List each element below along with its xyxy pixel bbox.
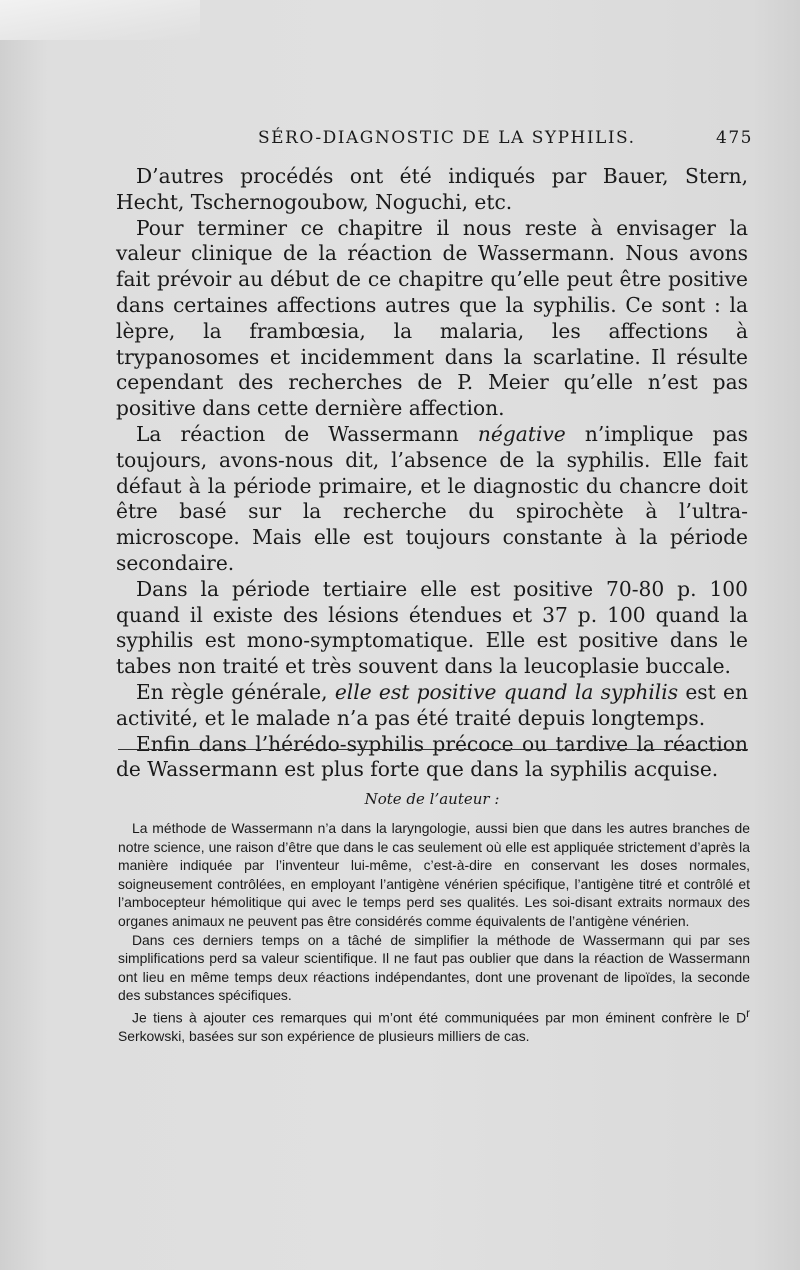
superscript: r xyxy=(746,1007,750,1020)
paragraph: Enfin dans l’hérédo-syphilis précoce ou tardive la réaction de Wassermann est plus forte que dans la syphilis acquise. xyxy=(116,731,748,782)
text-run: est en activité, et le malade n’a pas été traité depuis longtemps. xyxy=(116,679,748,730)
author-note xyxy=(118,819,750,1046)
text-run: En règle générale, xyxy=(136,679,335,704)
paragraph: D’autres procédés ont été indiqués par Bauer, Stern, Hecht, Tschernogoubow, Noguchi, etc. xyxy=(116,164,748,214)
paragraph xyxy=(116,680,748,732)
note-paragraph: La méthode de Wassermann n’a dans la laryngologie, aussi bien que dans les autres branches de notre science, une raison d’être que dans le cas seulement où elle est appliquée strictement d’après la manière indiquée par l’inventeur lui-même, c’est-à-dire en conservant les doses normales, soigneusement contrôlées, en employant l’antigène vénérien spécifique, l’antigène titré et contrôlé et l’ambocepteur hémolitique qui avec le temps perd ses qualités. Les soi-disant extraits normaux des organes animaux ne peuvent pas être considérés comme équivalents de l’antigène vénérien. xyxy=(118,820,750,929)
text-run: La réaction de Wassermann xyxy=(136,421,478,446)
running-title: SÉRO-DIAGNOSTIC DE LA SYPHILIS. xyxy=(258,128,636,148)
main-text xyxy=(116,164,748,783)
text-run: Serkowski, basées sur son expérience de plusieurs milliers de cas. xyxy=(118,1028,530,1045)
note-title: Note de l’auteur : xyxy=(364,790,500,808)
paragraph: Pour terminer ce chapitre il nous reste à envisager la valeur clinique de la réaction de Wassermann. Nous avons fait prévoir au début de ce chapitre qu’elle peut être positive dans certaines affections autres que la syphilis. Ce sont : la lèpre, la frambœsia, la malaria, les affections à trypanosomes et incidemment dans la scarlatine. Il résulte cependant des recherches de P. Meier qu’elle n’est pas positive dans cette dernière affection. xyxy=(116,215,748,421)
note-paragraph: Dans ces derniers temps on a tâché de simplifier la méthode de Wassermann qui par ses simplifications perd sa valeur scientifique. Il ne faut pas oublier que dans la réaction de Wassermann ont lieu en même temps deux réactions indépendantes, dont une provenant de lipoïdes, la seconde des substances spécifiques. xyxy=(118,931,750,1004)
text-run: Je tiens à ajouter ces remarques qui m’ont été communiquées par mon éminent confrère le D xyxy=(132,1009,747,1026)
emphasis: négative xyxy=(477,421,566,446)
text-run: n’implique pas toujours, avons-nous dit, l’absence de la syphilis. Elle fait défaut à la période primaire, et le diagnostic du chancre doit être basé sur la recherche du spirochète à l’ultra-microscope. Mais elle est toujours constante à la période secondaire. xyxy=(116,421,748,575)
emphasis: elle est positive quand la syphilis xyxy=(334,679,679,704)
page-corner-fold xyxy=(0,0,200,40)
separator-rule xyxy=(118,749,748,750)
paragraph xyxy=(116,422,748,577)
running-header xyxy=(258,128,753,148)
note-paragraph xyxy=(118,1005,750,1046)
page-number: 475 xyxy=(716,128,753,148)
paragraph: Dans la période tertiaire elle est positive 70-80 p. 100 quand il existe des lésions étendues et 37 p. 100 quand la syphilis est mono-symptomatique. Elle est positive dans le tabes non traité et très souvent dans la leucoplasie buccale. xyxy=(116,576,748,679)
